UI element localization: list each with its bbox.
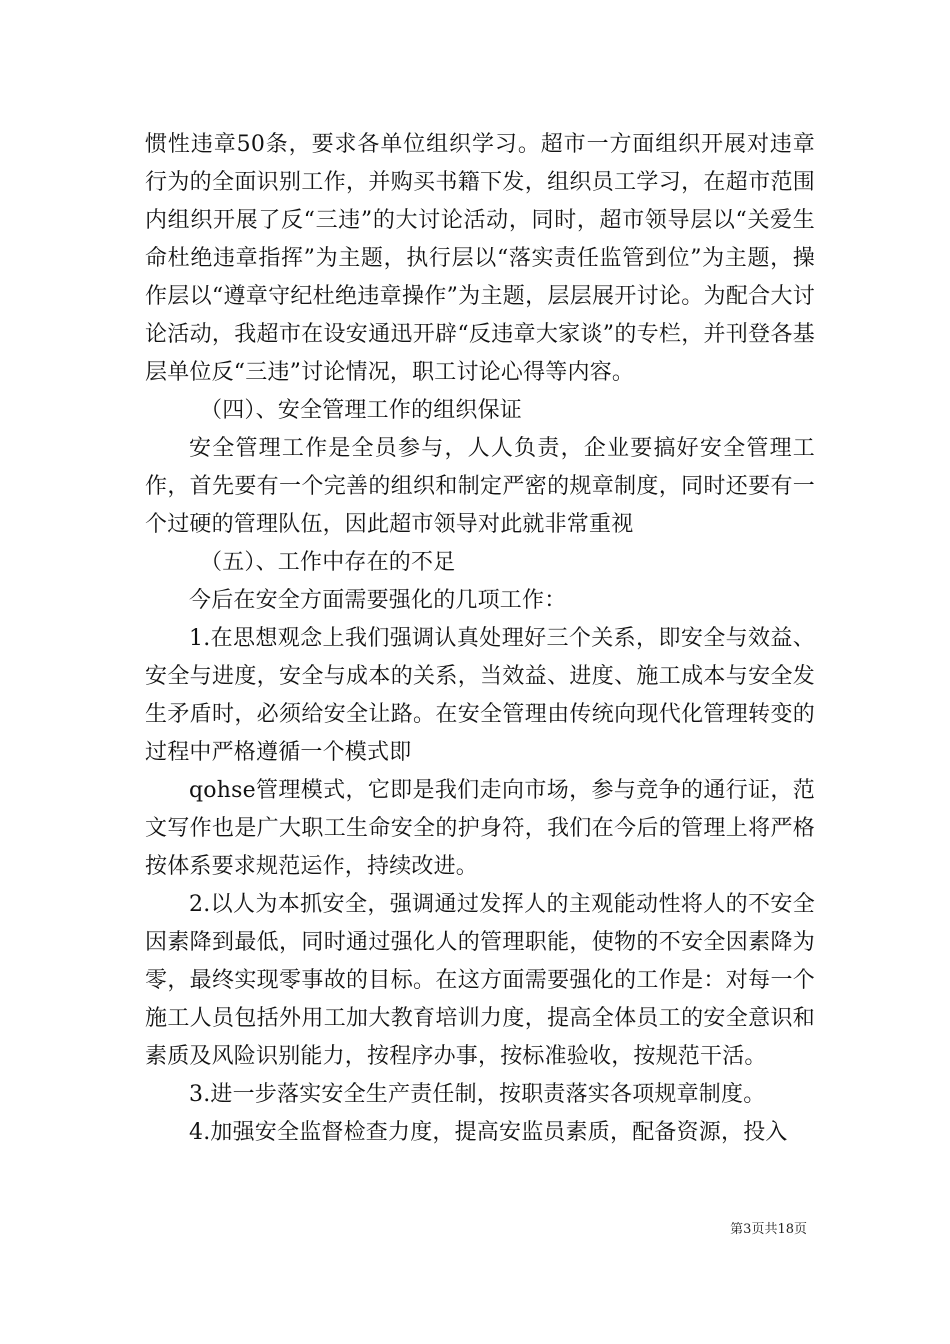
section-heading-4: （四）、安全管理工作的组织保证 [200,398,523,423]
section-heading-5: （五）、工作中存在的不足 [200,550,456,575]
paragraph: qohse管理模式，它即是我们走向市场，参与竞争的通行证，范文写作也是广大职工生命安全的护身符，我们在今后的管理上将严格按体系要求规范运作，持续改进。 [145,778,815,879]
document-body [145,126,815,1152]
paragraph-continuation: 惯性违章50条，要求各单位组织学习。超市一方面组织开展对违章行为的全面识别工作，并购买书籍下发，组织员工学习，在超市范围内组织开展了反“三违”的大讨论活动，同时，超市领导层以“关爱生命杜绝违章指挥”为主题，执行层以“落实责任监管到位”为主题，操作层以“遵章守纪杜绝违章操作”为主题，层层展开讨论。为配合大讨论活动，我超市在设安通迅开辟“反违章大家谈”的专栏，并刊登各基层单位反“三违”讨论情况，职工讨论心得等内容。 [145,132,815,385]
page-number: 第3页共18页 [730,1222,807,1237]
list-item-3: 3.进一步落实安全生产责任制，按职责落实各项规章制度。 [189,1082,766,1107]
list-item-1: 1.在思想观念上我们强调认真处理好三个关系，即安全与效益、安全与进度，安全与成本的关系，当效益、进度、施工成本与安全发生矛盾时，必须给安全让路。在安全管理由传统向现代化管理转变的过程中严格遵循一个模式即 [145,626,815,765]
paragraph: 安全管理工作是全员参与，人人负责，企业要搞好安全管理工作，首先要有一个完善的组织和制定严密的规章制度，同时还要有一个过硬的管理队伍，因此超市领导对此就非常重视 [145,436,815,537]
paragraph: 今后在安全方面需要强化的几项工作： [189,588,567,613]
list-item-2: 2.以人为本抓安全，强调通过发挥人的主观能动性将人的不安全因素降到最低，同时通过强化人的管理职能，使物的不安全因素降为零，最终实现零事故的目标。在这方面需要强化的工作是：对每一个施工人员包括外用工加大教育培训力度，提高全体员工的安全意识和素质及风险识别能力，按程序办事，按标准验收，按规范干活。 [145,892,815,1069]
list-item-4: 4.加强安全监督检查力度，提高安监员素质，配备资源，投入 [189,1120,788,1145]
